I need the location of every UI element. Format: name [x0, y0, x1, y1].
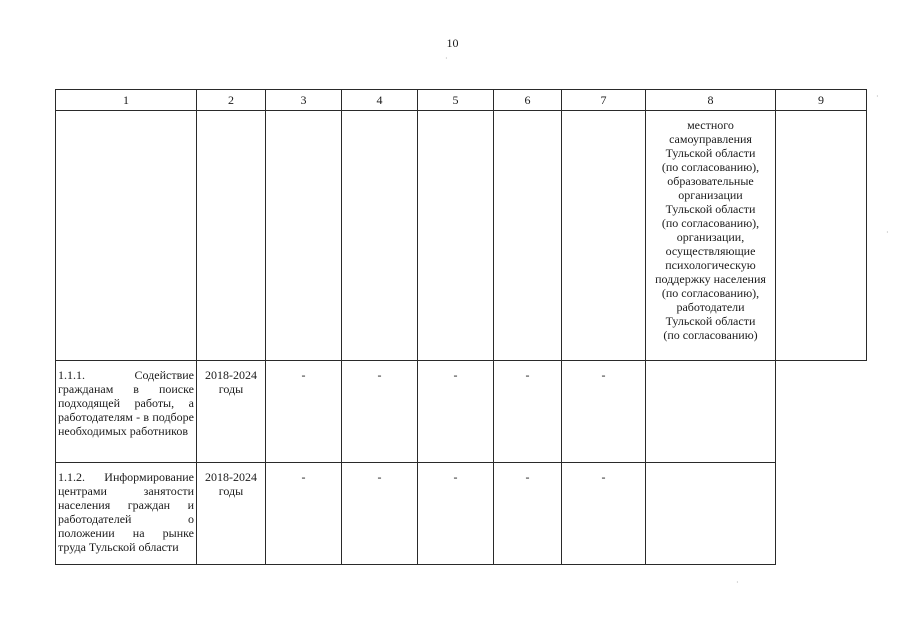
scan-speck: · — [445, 54, 448, 63]
responsible-line: организации, — [676, 230, 745, 244]
table-row — [56, 463, 867, 565]
responsible-line: Тульской области — [665, 146, 756, 160]
value-cell: - — [266, 361, 342, 463]
value-cell: - — [266, 463, 342, 565]
cont-cell-1 — [56, 111, 197, 361]
scan-speck: · — [736, 578, 739, 587]
responsible-cell — [646, 361, 776, 463]
responsible-line: местного — [687, 118, 734, 132]
measure-name-cell: 1.1.2. Информирование центрами занятости населения граждан и работодателей о положении на рынке труда Тульской области — [56, 463, 197, 565]
value-cell: - — [562, 463, 646, 565]
header-col-2: 2 — [197, 90, 266, 111]
responsible-line: работодатели — [676, 300, 745, 314]
cont-cell-7 — [562, 111, 646, 361]
responsible-cell — [646, 463, 776, 565]
value-cell: - — [418, 463, 494, 565]
value-cell: - — [494, 361, 562, 463]
header-col-1: 1 — [56, 90, 197, 111]
value-cell: - — [418, 361, 494, 463]
period-cell: 2018-2024 годы — [197, 463, 266, 565]
table-row-continuation — [56, 111, 867, 361]
responsible-line: осуществляющие — [665, 244, 756, 258]
table-header-row — [56, 90, 867, 111]
measures-table — [55, 89, 867, 565]
table-row — [56, 361, 867, 463]
value-cell: - — [494, 463, 562, 565]
cont-cell-9 — [776, 111, 867, 361]
responsible-line: Тульской области — [665, 202, 756, 216]
cont-cell-3 — [266, 111, 342, 361]
cont-cell-responsible — [646, 111, 776, 361]
responsible-line: образовательные — [667, 174, 754, 188]
cont-cell-5 — [418, 111, 494, 361]
responsible-line: (по согласованию), — [661, 286, 760, 300]
header-col-5: 5 — [418, 90, 494, 111]
page-number: 10 — [446, 36, 459, 50]
responsible-line: самоуправления — [669, 132, 752, 146]
responsible-line: организации — [678, 188, 743, 202]
measure-name-cell: 1.1.1. Содействие гражданам в поиске подходящей работы, а работодателям - в подборе необходимых работников — [56, 361, 197, 463]
header-col-4: 4 — [342, 90, 418, 111]
period-cell: 2018-2024 годы — [197, 361, 266, 463]
empty-cell — [776, 361, 867, 463]
header-col-3: 3 — [266, 90, 342, 111]
header-col-7: 7 — [562, 90, 646, 111]
responsible-line: (по согласованию) — [663, 328, 758, 342]
responsible-line: психологическую — [665, 258, 756, 272]
responsible-line: (по согласованию), — [661, 160, 760, 174]
responsible-line: (по согласованию), — [661, 216, 760, 230]
scan-speck: · — [886, 228, 889, 237]
responsible-line: поддержку населения — [655, 272, 766, 286]
cont-cell-2 — [197, 111, 266, 361]
value-cell: - — [562, 361, 646, 463]
responsible-line: Тульской области — [665, 314, 756, 328]
value-cell: - — [342, 463, 418, 565]
scan-speck: · — [876, 92, 879, 101]
cont-cell-6 — [494, 111, 562, 361]
value-cell: - — [342, 361, 418, 463]
header-col-6: 6 — [494, 90, 562, 111]
cont-cell-4 — [342, 111, 418, 361]
header-col-9: 9 — [776, 90, 867, 111]
empty-cell — [776, 463, 867, 565]
header-col-8: 8 — [646, 90, 776, 111]
